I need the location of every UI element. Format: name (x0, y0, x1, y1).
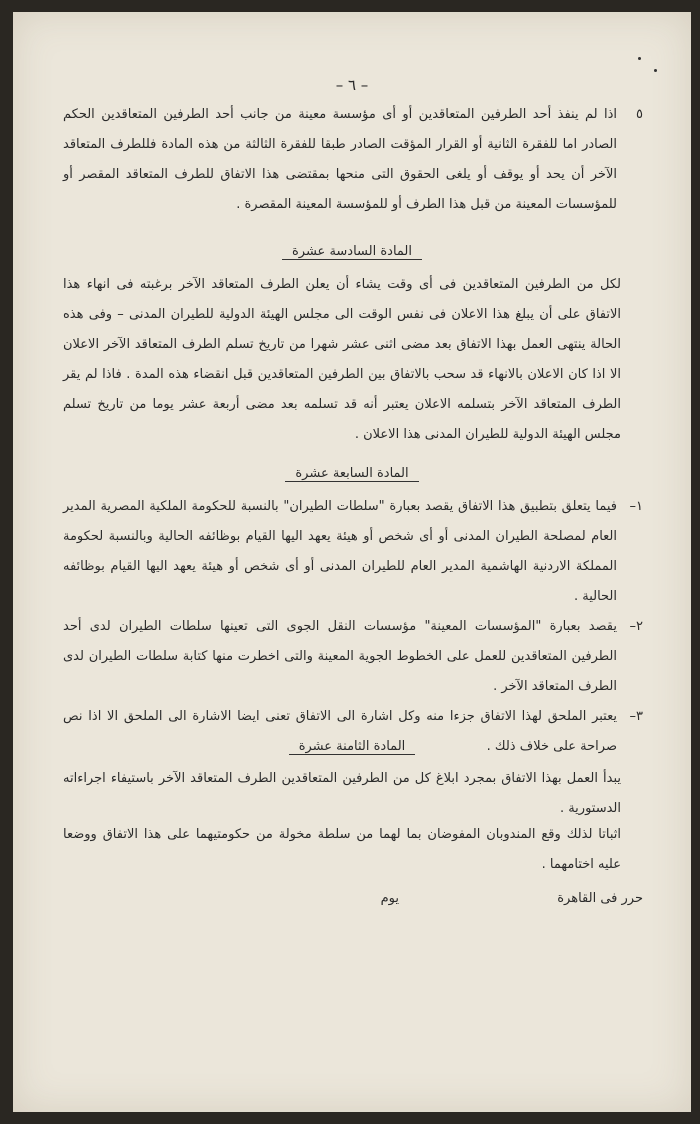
article-17-items (63, 492, 643, 762)
ink-speck (638, 57, 641, 60)
article-18-paragraph-2: اثباتا لذلك وقع المندوبان المفوضان بما لهما من سلطة مخولة من حكومتيهما على هذا الاتفاق ووضعا عليه اختامهما . (63, 827, 621, 872)
item-text: يعتبر الملحق لهذا الاتفاق جزءا منه وكل اشارة الى الاتفاق تعنى ايضا الاشارة الى الملحق الا اذا نص صراحة على خلاف ذلك . (63, 709, 617, 754)
signature-line (63, 884, 643, 914)
item-number: ١– (629, 499, 643, 514)
item-number: ٥ (636, 107, 643, 122)
article-16-text: لكل من الطرفين المتعاقدين فى أى وقت يشاء أن يعلن الطرف المتعاقد الآخر برغبته فى انهاء هذا الاتفاق على أن يبلغ هذا الاعلان فى نفس الوقت الى مجلس الهيئة الدولية للطيران المدنى – وفى هذه الحالة ينتهى العمل بهذا الاتفاق بعد مضى اثنى عشر شهرا من تاريخ تسلم الطرف المتعاقد الآخر الاعلان الا اذا كان الاعلان بالانهاء قد سحب بالاتفاق بين الطرفين المتعاقدين قبل انقضاء هذه المدة . فاذا لم يقر الطرف المتعاقد الآخر بتسلمه الاعلان يعتبر أنه قد تسلمه بعد مضى أربعة عشر يوما من تاريخ تسلم مجلس الهيئة الدولية للطيران المدنى هذا الاعلان . (63, 277, 621, 442)
item-number: ٢– (629, 619, 643, 634)
item-text: اذا لم ينفذ أحد الطرفين المتعاقدين أو أى مؤسسة معينة من جانب أحد الطرفين المتعاقدين الحكم الصادر اما للفقرة الثانية أو القرار المؤقت الصادر طبقا للفقرة الثالثة من هذه المادة فللطرف المتعاقد الآخر أن يحد أو يوقف أو يلغى الحقوق التى منحها بمقتضى هذا الاتفاق للطرف المتعاقد المقصر أو للمؤسسات المعينة من قبل هذا الطرف أو للمؤسسة المعينة المقصرة . (63, 107, 617, 212)
article-18-heading: المادة الثامنة عشرة (13, 737, 691, 757)
document-page (13, 12, 691, 1112)
page-number: – ٦ – (335, 76, 369, 94)
item-number: ٣– (629, 709, 643, 724)
signature-place: حرر فى القاهرة (557, 891, 643, 906)
list-item (63, 612, 643, 702)
article-16-heading: المادة السادسة عشرة (13, 242, 691, 262)
item-text: فيما يتعلق بتطبيق هذا الاتفاق يقصد بعبارة "سلطات الطيران" بالنسبة للحكومة الملكية المصرية المدير العام لمصلحة الطيران المدنى أو أى شخص أو هيئة يعهد اليها القيام بوظائفه الحالية وبالنسبة لحكومة المملكة الاردنية الهاشمية المدير العام للطيران المدنى أو أى شخص أو هيئة يعهد اليها القيام بوظائفه الحالية . (63, 499, 617, 604)
article-18-paragraph-1: يبدأ العمل بهذا الاتفاق بمجرد ابلاغ كل من الطرفين المتعاقدين الطرف المتعاقد الآخر باستيفاء اجراءاته الدستورية . (63, 771, 621, 816)
signature-day: يوم (380, 891, 399, 906)
article-15-item-5 (63, 100, 643, 220)
item-text: يقصد بعبارة "المؤسسات المعينة" مؤسسات النقل الجوى التى تعينها سلطات الطيران لدى أحد الطرفين المتعاقدين للعمل على الخطوط الجوية المعينة والتى اخطرت منها كتابة سلطات الطيران لدى الطرف المتعاقد الآخر . (63, 619, 617, 694)
ink-speck (654, 69, 657, 72)
list-item (63, 492, 643, 612)
article-17-heading: المادة السابعة عشرة (13, 464, 691, 484)
